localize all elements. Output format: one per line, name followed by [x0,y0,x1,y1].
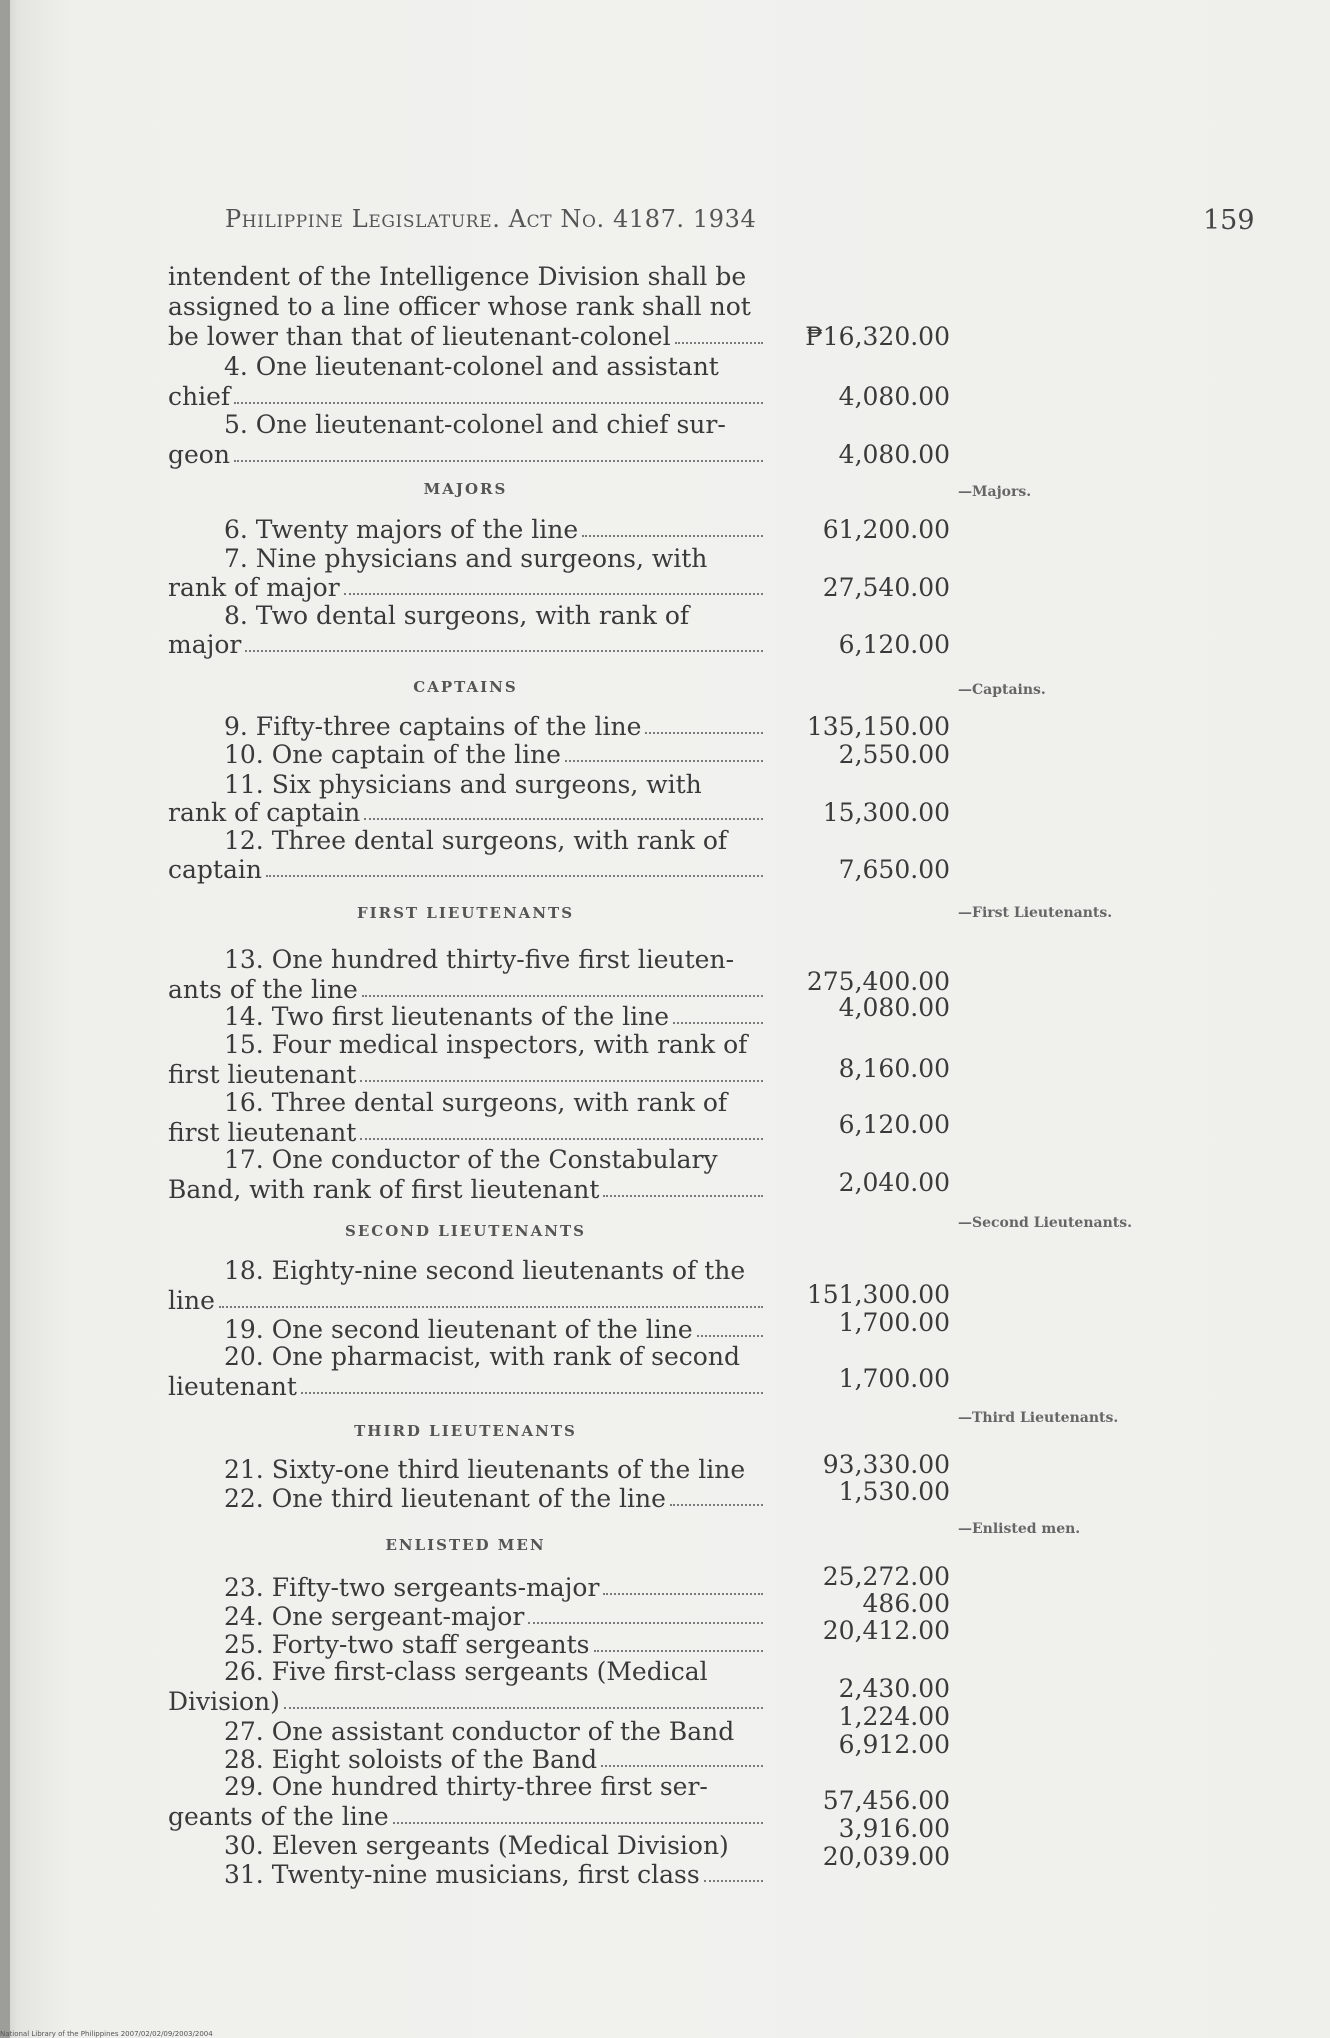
entry-13-line-2: ants of the line [168,975,763,1005]
entry-11-line-1: 11. Six physicians and surgeons, with [224,770,702,799]
entry-20-amount: 1,700.00 [838,1364,950,1393]
entry-21-amount: 93,330.00 [822,1450,950,1479]
entry-25-amount: 20,412.00 [822,1616,950,1645]
entry-17-line-1: 17. One conductor of the Constabulary [224,1145,718,1174]
entry-22-amount: 1,530.00 [838,1477,950,1506]
entry-16-amount: 6,120.00 [838,1110,950,1139]
entry-31-line-1: 31. Twenty-nine musicians, first class [168,1860,763,1890]
entry-13-amount: 275,400.00 [806,967,950,996]
section-heading-third-lieutenants: THIRD LIEUTENANTS [354,1422,577,1440]
section-heading-majors: MAJORS [423,480,508,498]
entry-14-line-1: 14. Two first lieutenants of the line [168,1002,763,1032]
entry-8-line-2: major [168,630,763,660]
entry-18-line-1: 18. Eighty-nine second lieutenants of the [224,1256,746,1285]
entry-20-line-2: lieutenant [168,1372,763,1402]
entry-29-line-2: geants of the line [168,1802,763,1832]
margin-note-captains: —Captains. [958,682,1046,698]
entry-18-line-2: line [168,1286,763,1316]
margin-note-majors: —Majors. [958,484,1032,500]
entry-8-amount: 6,120.00 [838,630,950,659]
entry-28-amount: 6,912.00 [838,1730,950,1759]
entry-24-amount: 486.00 [862,1589,950,1618]
section-heading-first-lieutenants: FIRST LIEUTENANTS [356,904,575,922]
entry-7-line-1: 7. Nine physicians and surgeons, with [224,544,708,573]
margin-note-second-lieutenants: —Second Lieutenants. [958,1215,1132,1231]
entry-8-line-1: 8. Two dental surgeons, with rank of [224,601,690,630]
margin-note-third-lieutenants: —Third Lieutenants. [958,1410,1119,1426]
entry-7-line-2: rank of major [168,573,763,603]
entry-15-line-2: first lieutenant [168,1060,763,1090]
entry-4-line-2: chief [168,382,763,412]
entry-13-line-1: 13. One hundred thirty-five first lieuten- [224,945,735,974]
entry-23-line-1: 23. Fifty-two sergeants-major [168,1573,763,1603]
entry-16-line-1: 16. Three dental surgeons, with rank of [224,1088,728,1117]
entry-26-line-1: 26. Five first-class sergeants (Medical [224,1657,708,1686]
entry-5-line-1: 5. One lieutenant-colonel and chief sur- [224,410,726,439]
entry-18-amount: 151,300.00 [806,1280,950,1309]
entry-10-amount: 2,550.00 [838,740,950,769]
entry-26-line-2: Division) [168,1687,763,1717]
continuation-line-1: intendent of the Intelligence Division shall be [168,262,747,291]
entry-9-amount: 135,150.00 [806,712,950,741]
entry-27-line-1: 27. One assistant conductor of the Band [224,1717,735,1746]
entry-29-amount: 57,456.00 [822,1786,950,1815]
section-heading-second-lieutenants: SECOND LIEUTENANTS [345,1222,586,1240]
entry-16-line-2: first lieutenant [168,1118,763,1148]
binding-edge [0,0,10,2038]
entry-27-amount: 1,224.00 [838,1702,950,1731]
entry-19-amount: 1,700.00 [838,1308,950,1337]
entry-19-line-1: 19. One second lieutenant of the line [168,1315,763,1345]
page-number: 159 [1203,205,1255,236]
entry-15-amount: 8,160.00 [838,1054,950,1083]
entry-20-line-1: 20. One pharmacist, with rank of second [224,1342,740,1371]
running-head: Philippine Legislature. Act No. 4187. 1934 [225,205,757,233]
entry-25-line-1: 25. Forty-two staff sergeants [168,1630,763,1660]
entry-23-amount: 25,272.00 [822,1562,950,1591]
margin-note-enlisted-men: —Enlisted men. [958,1521,1081,1537]
entry-5-line-2: geon [168,440,763,470]
entry-11-amount: 15,300.00 [822,798,950,827]
entry-17-amount: 2,040.00 [838,1168,950,1197]
entry-15-line-1: 15. Four medical inspectors, with rank of [224,1030,748,1059]
entry-29-line-1: 29. One hundred thirty-three first ser- [224,1772,708,1801]
entry-12-amount: 7,650.00 [838,855,950,884]
entry-5-amount: 4,080.00 [838,440,950,469]
entry-17-line-2: Band, with rank of first lieutenant [168,1175,763,1205]
entry-11-line-2: rank of captain [168,798,763,828]
scan-footer: National Library of the Philippines 2007/02/02/09/2003/2004 [0,2030,213,2038]
entry-30-amount: 3,916.00 [838,1814,950,1843]
entry-10-line-1: 10. One captain of the line [168,740,763,770]
entry-30-line-1: 30. Eleven sergeants (Medical Division) [224,1831,729,1860]
entry-28-line-1: 28. Eight soloists of the Band [168,1745,763,1775]
entry-6-line-1: 6. Twenty majors of the line [168,515,763,545]
margin-note-first-lieutenants: —First Lieutenants. [958,905,1113,921]
continuation-line-2: assigned to a line officer whose rank shall not [168,292,751,321]
entry-4-line-1: 4. One lieutenant-colonel and assistant [224,352,719,381]
continuation-amount: ₱16,320.00 [805,322,950,351]
entry-22-line-1: 22. One third lieutenant of the line [168,1484,763,1514]
entry-26-amount: 2,430.00 [838,1674,950,1703]
entry-31-amount: 20,039.00 [822,1842,950,1871]
entry-12-line-1: 12. Three dental surgeons, with rank of [224,826,728,855]
entry-7-amount: 27,540.00 [822,573,950,602]
entry-21-line-1: 21. Sixty-one third lieutenants of the line [224,1455,746,1484]
section-heading-captains: CAPTAINS [413,678,518,696]
entry-14-amount: 4,080.00 [838,993,950,1022]
entry-4-amount: 4,080.00 [838,382,950,411]
entry-6-amount: 61,200.00 [822,515,950,544]
continuation-line-3: be lower than that of lieutenant-colonel [168,322,763,352]
entry-12-line-2: captain [168,855,763,885]
entry-9-line-1: 9. Fifty-three captains of the line [168,712,763,742]
section-heading-enlisted-men: ENLISTED MEN [385,1536,546,1554]
entry-24-line-1: 24. One sergeant-major [168,1602,763,1632]
